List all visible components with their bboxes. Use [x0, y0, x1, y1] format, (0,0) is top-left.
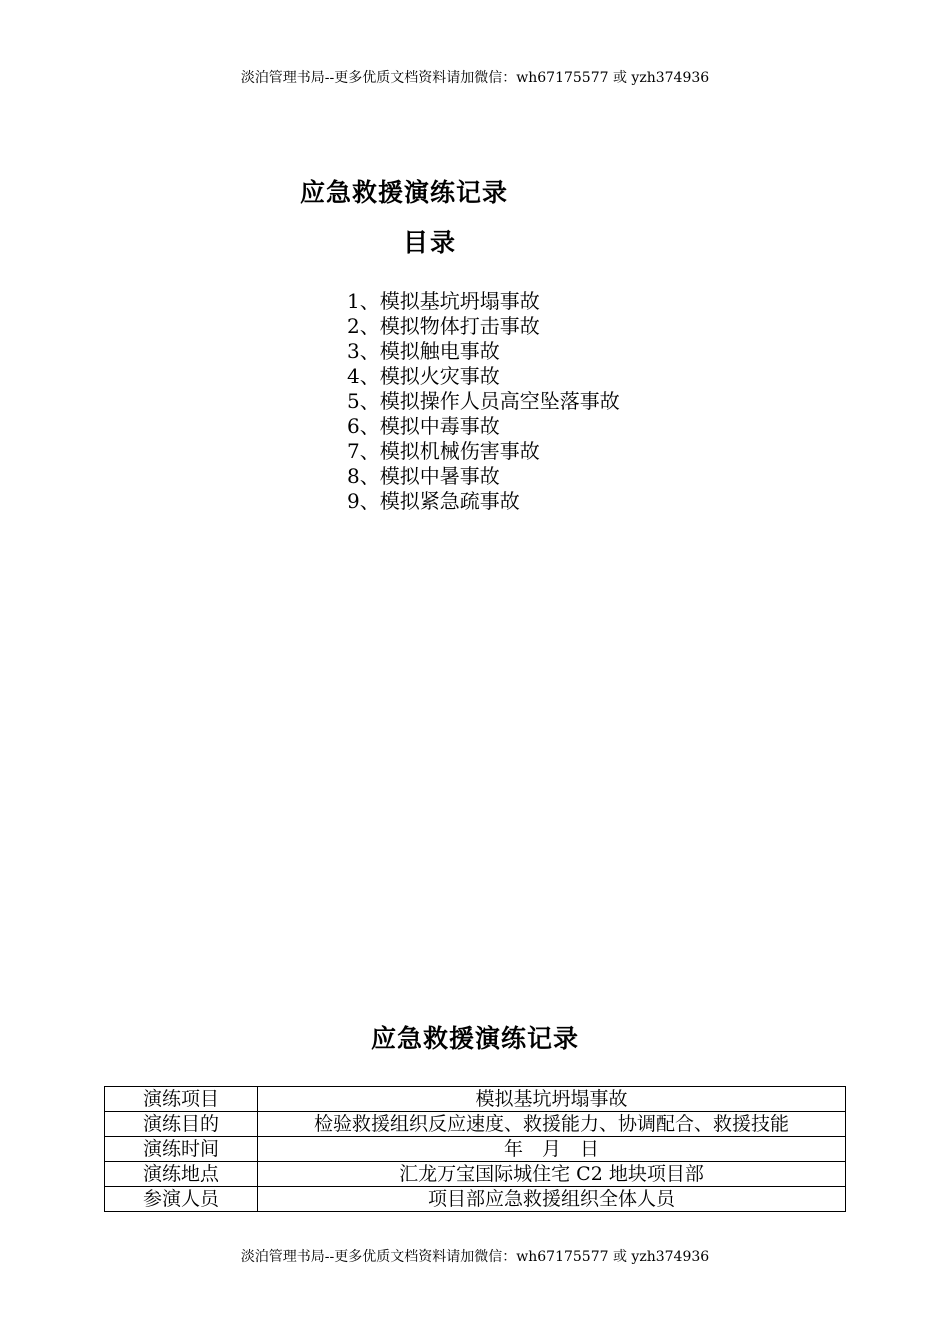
- cover-title: 应急救援演练记录: [300, 178, 509, 207]
- toc-item: 2、模拟物体打击事故: [347, 314, 540, 338]
- row-label: 演练地点: [105, 1162, 258, 1187]
- table-of-contents: [347, 289, 620, 514]
- toc-item: 6、模拟中毒事故: [347, 414, 500, 438]
- page-header-watermark: 淡泊管理书局--更多优质文档资料请加微信：wh67175577 或 yzh374936: [240, 70, 710, 86]
- row-label: 演练目的: [105, 1112, 258, 1137]
- row-value: 检验救援组织反应速度、救援能力、协调配合、救援技能: [258, 1112, 846, 1137]
- row-label: 参演人员: [105, 1187, 258, 1212]
- table-row: [105, 1187, 846, 1212]
- row-label: 演练时间: [105, 1137, 258, 1162]
- row-value: 汇龙万宝国际城住宅 C2 地块项目部: [258, 1162, 846, 1187]
- toc-item: 3、模拟触电事故: [347, 339, 500, 363]
- drill-record-table: [104, 1086, 846, 1212]
- row-value: 年 月 日: [258, 1137, 846, 1162]
- table-row: [105, 1137, 846, 1162]
- toc-item: 8、模拟中暑事故: [347, 464, 500, 488]
- row-value: 模拟基坑坍塌事故: [258, 1087, 846, 1112]
- toc-item: 9、模拟紧急疏事故: [347, 489, 520, 513]
- toc-item: 4、模拟火灾事故: [347, 364, 500, 388]
- toc-item: 7、模拟机械伤害事故: [347, 439, 540, 463]
- table-row: [105, 1087, 846, 1112]
- table-row: [105, 1162, 846, 1187]
- toc-item: 5、模拟操作人员高空坠落事故: [347, 389, 620, 413]
- toc-item: 1、模拟基坑坍塌事故: [347, 289, 540, 313]
- table-row: [105, 1112, 846, 1137]
- page-footer-watermark: 淡泊管理书局--更多优质文档资料请加微信：wh67175577 或 yzh374936: [240, 1249, 710, 1265]
- row-label: 演练项目: [105, 1087, 258, 1112]
- toc-heading: 目录: [403, 228, 458, 257]
- row-value: 项目部应急救援组织全体人员: [258, 1187, 846, 1212]
- record-title: 应急救援演练记录: [370, 1024, 579, 1053]
